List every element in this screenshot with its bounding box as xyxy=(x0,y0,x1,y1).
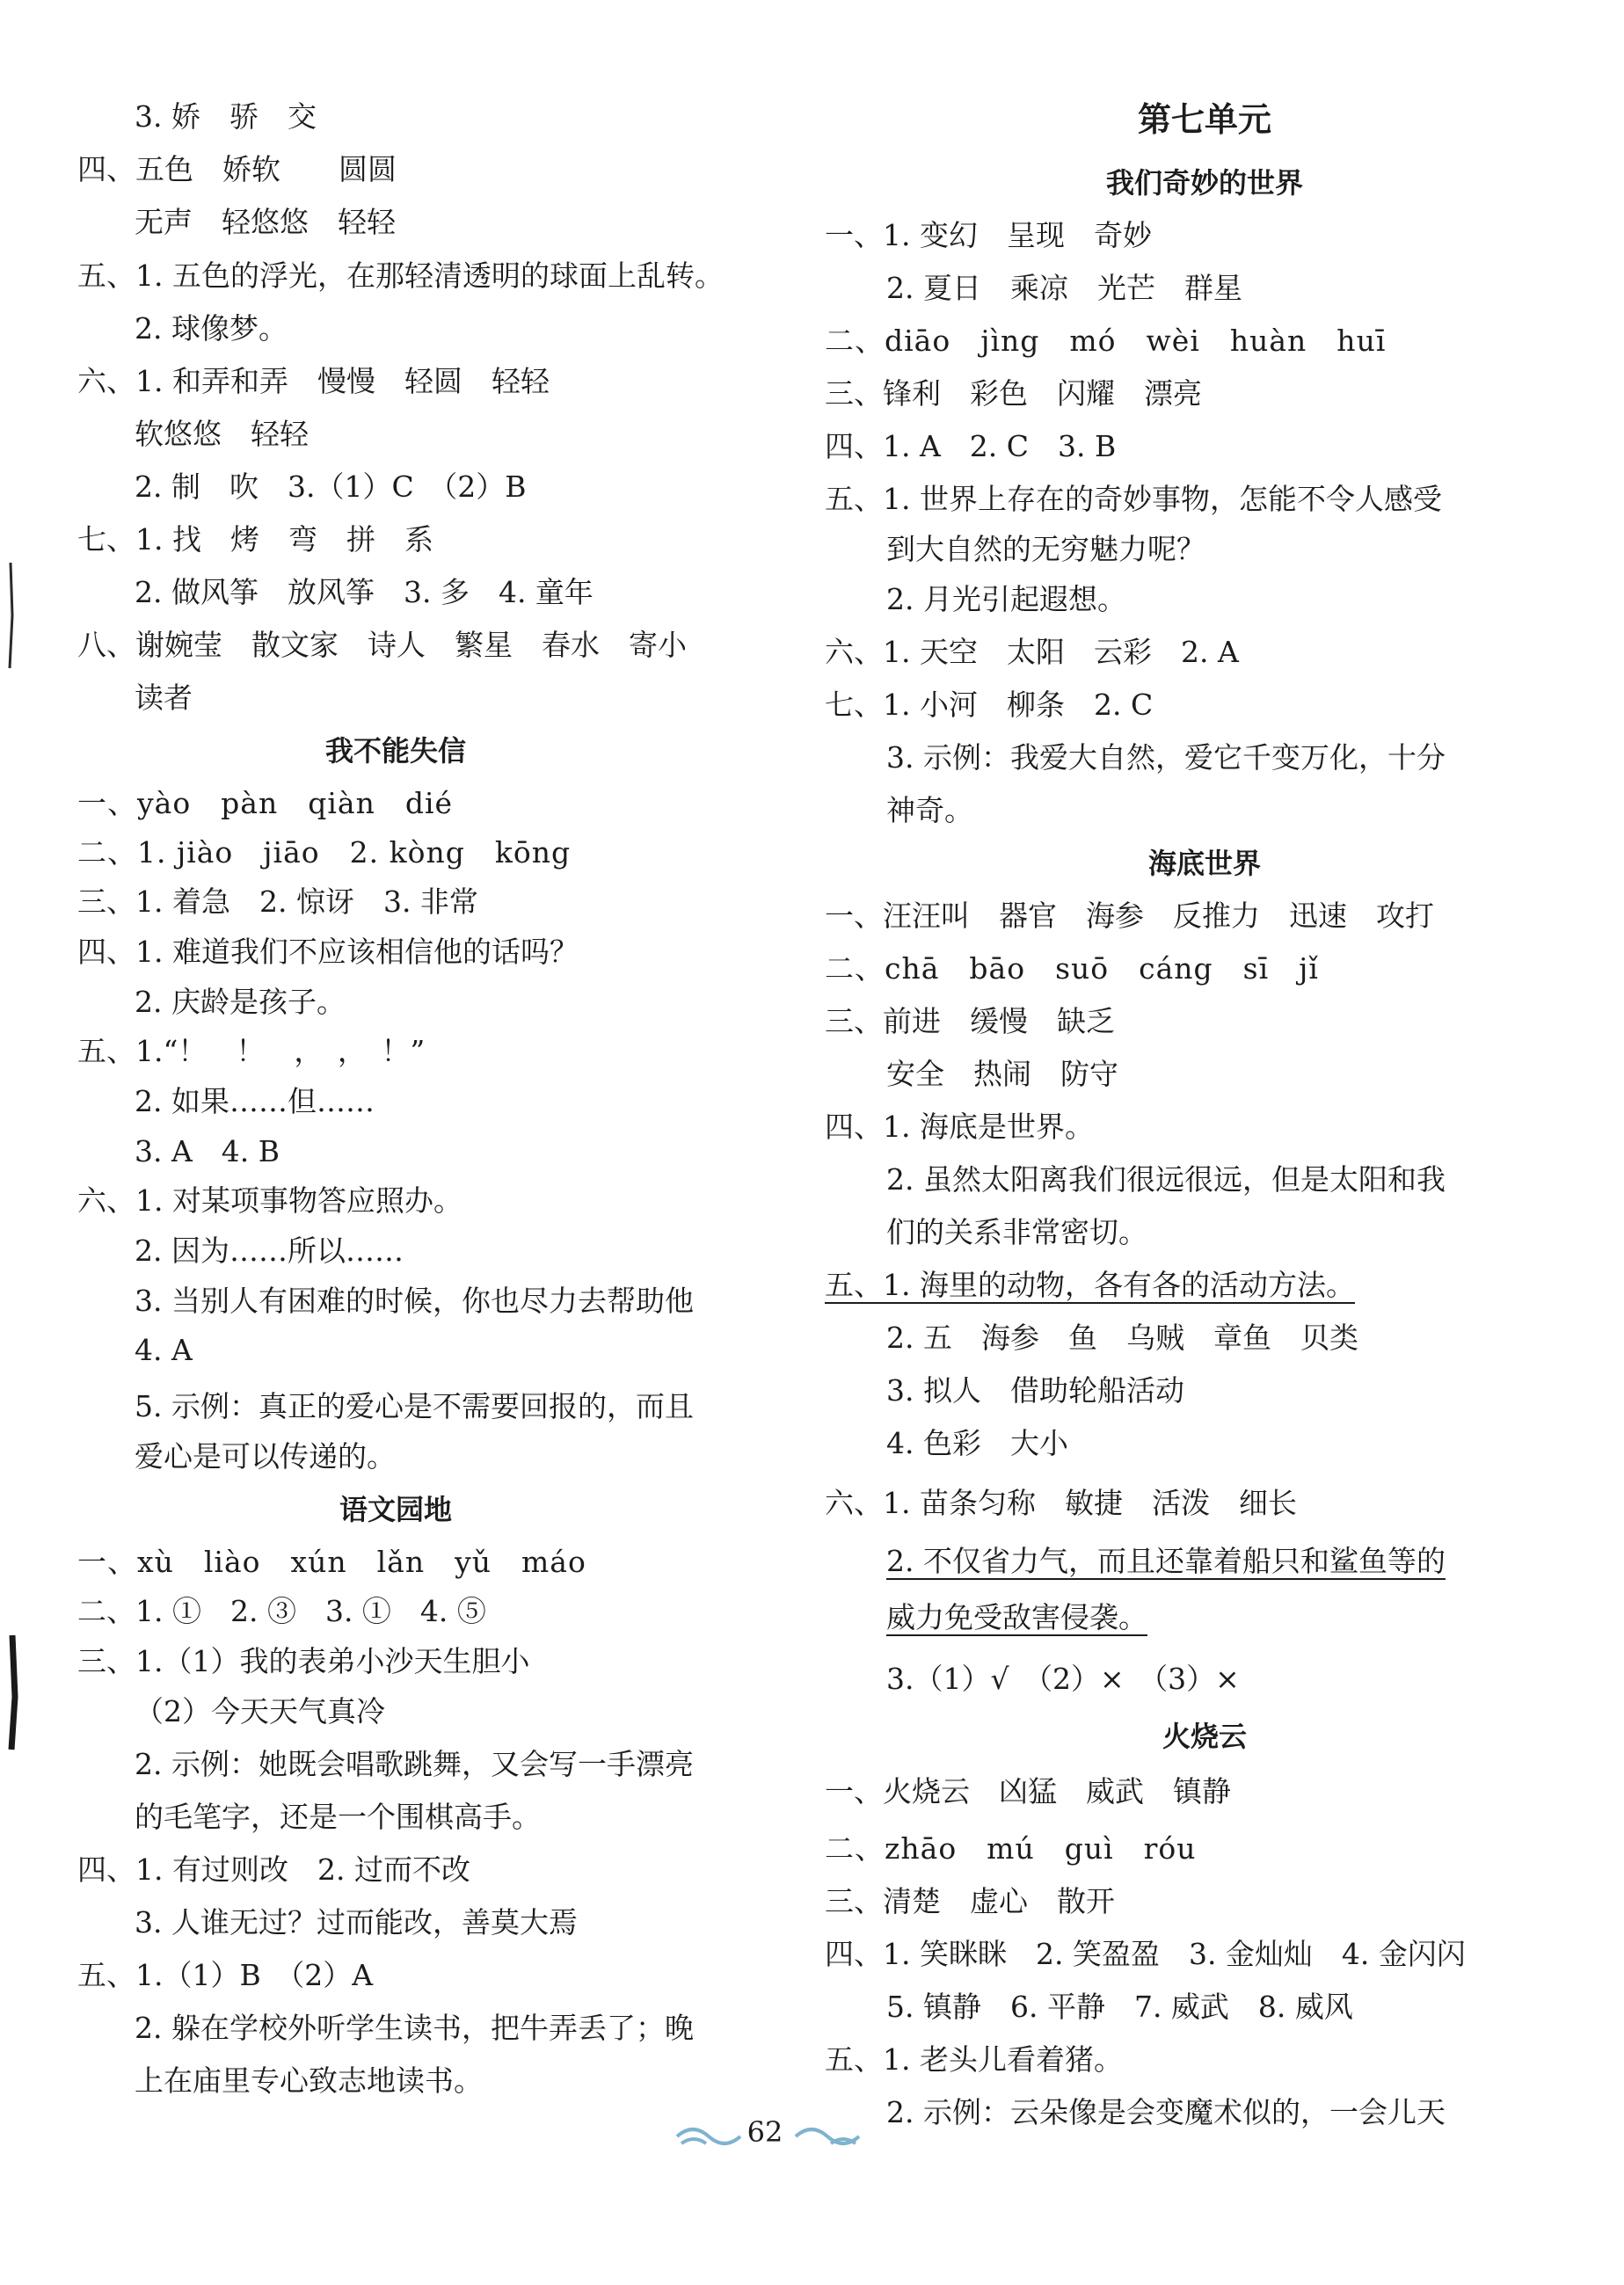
answer-line: 四、1. 笑眯眯 2. 笑盈盈 3. 金灿灿 4. 金闪闪 xyxy=(825,1937,1466,1971)
answer-line: 2. 月光引起遐想。 xyxy=(886,582,1126,616)
answer-line: 2. 夏日 乘凉 光芒 群星 xyxy=(886,271,1242,305)
section-heading: 海底世界 xyxy=(1147,847,1261,880)
answer-line: 读者 xyxy=(135,680,193,715)
section-heading: 我不能失信 xyxy=(324,734,466,768)
answer-line: 二、zhāo mú guì róu xyxy=(825,1831,1197,1866)
answer-line: 三、清楚 虚心 散开 xyxy=(825,1884,1115,1918)
answer-line: 2. 虽然太阳离我们很远很远，但是太阳和我 xyxy=(886,1162,1446,1197)
answer-line: 3. A 4. B xyxy=(135,1134,280,1168)
answer-line: 的毛笔字，还是一个围棋高手。 xyxy=(135,1800,541,1834)
answer-line: 三、前进 缓慢 缺乏 xyxy=(825,1004,1115,1038)
answer-line: 三、1.（1）我的表弟小沙天生胆小 xyxy=(77,1644,530,1678)
answer-line: 3. 娇 骄 交 xyxy=(135,99,317,134)
answer-line: 三、锋利 彩色 闪耀 漂亮 xyxy=(825,376,1202,411)
answer-line: 四、1. 有过则改 2. 过而不改 xyxy=(77,1852,470,1887)
answer-line: 4. 色彩 大小 xyxy=(886,1426,1068,1460)
answer-line: 四、1. 海底是世界。 xyxy=(825,1110,1094,1144)
answer-line: 八、谢婉莹 散文家 诗人 繁星 春水 寄小 xyxy=(77,628,687,662)
answer-line-underlined: 威力免受敌害侵袭。 xyxy=(886,1600,1147,1634)
right-wave-ornament xyxy=(796,2129,859,2143)
answer-line: 六、1. 天空 太阳 云彩 2. A xyxy=(825,635,1239,669)
unit-title: 第七单元 xyxy=(1137,100,1271,139)
answer-line: 2. 示例：云朵像是会变魔术似的，一会儿天 xyxy=(886,2095,1446,2129)
answer-line: 六、1. 对某项事物答应照办。 xyxy=(77,1183,462,1218)
answer-line: 5. 镇静 6. 平静 7. 威武 8. 威风 xyxy=(886,1990,1353,2024)
section-heading: 火烧云 xyxy=(1162,1720,1247,1753)
answer-line: 一、xù liào xún lǎn yǔ máo xyxy=(77,1545,586,1579)
answer-line-underlined: 2. 不仅省力气，而且还靠着船只和鲨鱼等的 xyxy=(886,1544,1446,1578)
answer-line: 一、1. 变幻 呈现 奇妙 xyxy=(825,218,1152,252)
answer-line: 五、1. 五色的浮光，在那轻清透明的球面上乱转。 xyxy=(77,258,724,293)
answer-line-underlined: 五、1. 海里的动物，各有各的活动方法。 xyxy=(825,1268,1355,1302)
answer-line: 一、汪汪叫 器官 海参 反推力 迅速 攻打 xyxy=(825,899,1434,933)
answer-line: 上在庙里专心致志地读书。 xyxy=(135,2063,483,2098)
answer-line: 3. 当别人有困难的时候，你也尽力去帮助他 xyxy=(135,1284,694,1318)
left-wave-ornament xyxy=(677,2129,740,2143)
answer-line: 2. 躲在学校外听学生读书，把牛弄丢了；晚 xyxy=(135,2011,694,2045)
answer-line: 2. 如果……但…… xyxy=(135,1084,375,1118)
answer-line: （2）今天天气真冷 xyxy=(135,1694,385,1728)
answer-line: 五、1.“！ ！ ， ， ！” xyxy=(77,1034,426,1068)
answer-line: 五、1. 世界上存在的奇妙事物，怎能不令人感受 xyxy=(825,482,1442,516)
answer-line: 五、1.（1）B （2）A xyxy=(77,1958,374,1992)
answer-line: 五、1. 老头儿看着猪。 xyxy=(825,2042,1123,2077)
answer-line: 5. 示例：真正的爱心是不需要回报的，而且 xyxy=(135,1389,694,1423)
answer-line: 一、火烧云 凶猛 威武 镇静 xyxy=(825,1774,1231,1808)
answer-line: 七、1. 小河 柳条 2. C xyxy=(825,688,1154,722)
answer-line: 四、1. 难道我们不应该相信他的话吗？ xyxy=(77,935,579,969)
answer-line: 六、1. 和弄和弄 慢慢 轻圆 轻轻 xyxy=(77,364,550,398)
answer-line: 二、diāo jìng mó wèi huàn huī xyxy=(825,324,1387,358)
answer-line: 神奇。 xyxy=(886,793,973,827)
answer-line: 一、yào pàn qiàn dié xyxy=(77,786,454,820)
scan-edge-marks xyxy=(0,0,26,2285)
answer-line: 2. 五 海参 鱼 乌贼 章鱼 贝类 xyxy=(886,1321,1358,1355)
answer-line: 二、chā bāo suō cáng sī jǐ xyxy=(825,951,1319,986)
answer-line: 七、1. 找 烤 弯 拼 系 xyxy=(77,522,433,557)
answer-line: 3.（1）√ （2）× （3）× xyxy=(886,1662,1240,1696)
answer-line: 到大自然的无穷魅力呢？ xyxy=(886,532,1205,566)
answer-line: 2. 庆龄是孩子。 xyxy=(135,985,346,1019)
section-heading: 语文园地 xyxy=(339,1493,452,1526)
section-heading: 我们奇妙的世界 xyxy=(1105,166,1303,200)
answer-line: 软悠悠 轻轻 xyxy=(135,417,309,451)
answer-line: 4. A xyxy=(135,1333,193,1367)
answer-line: 3. 示例：我爱大自然，爱它千变万化，十分 xyxy=(886,740,1446,775)
answer-line: 六、1. 苗条匀称 敏捷 活泼 细长 xyxy=(825,1486,1297,1520)
answer-line: 3. 人谁无过？过而能改，善莫大焉 xyxy=(135,1905,578,1939)
answer-line: 无声 轻悠悠 轻轻 xyxy=(135,205,396,239)
answer-line: 2. 球像梦。 xyxy=(135,311,288,346)
answer-line: 爱心是可以传递的。 xyxy=(135,1439,396,1474)
answer-line: 二、1. ① 2. ③ 3. ① 4. ⑤ xyxy=(77,1594,486,1628)
answer-line: 2. 因为……所以…… xyxy=(135,1233,404,1268)
answer-line: 三、1. 着急 2. 惊讶 3. 非常 xyxy=(77,884,478,919)
page-footer-ornament xyxy=(0,2110,1624,2163)
answer-line: 二、1. jiào jiāo 2. kòng kōng xyxy=(77,835,572,870)
answer-line: 们的关系非常密切。 xyxy=(886,1215,1147,1249)
answer-line: 四、1. A 2. C 3. B xyxy=(825,429,1117,463)
answer-line: 2. 做风筝 放风筝 3. 多 4. 童年 xyxy=(135,575,594,609)
answer-line: 安全 热闹 防守 xyxy=(886,1057,1118,1091)
answer-line: 四、五色 娇软 圆圆 xyxy=(77,152,397,186)
page-number: 62 xyxy=(746,2115,783,2149)
answer-line: 2. 制 吹 3.（1）C （2）B xyxy=(135,469,527,504)
answer-line: 2. 示例：她既会唱歌跳舞，又会写一手漂亮 xyxy=(135,1747,694,1781)
answer-line: 3. 拟人 借助轮船活动 xyxy=(886,1373,1184,1408)
